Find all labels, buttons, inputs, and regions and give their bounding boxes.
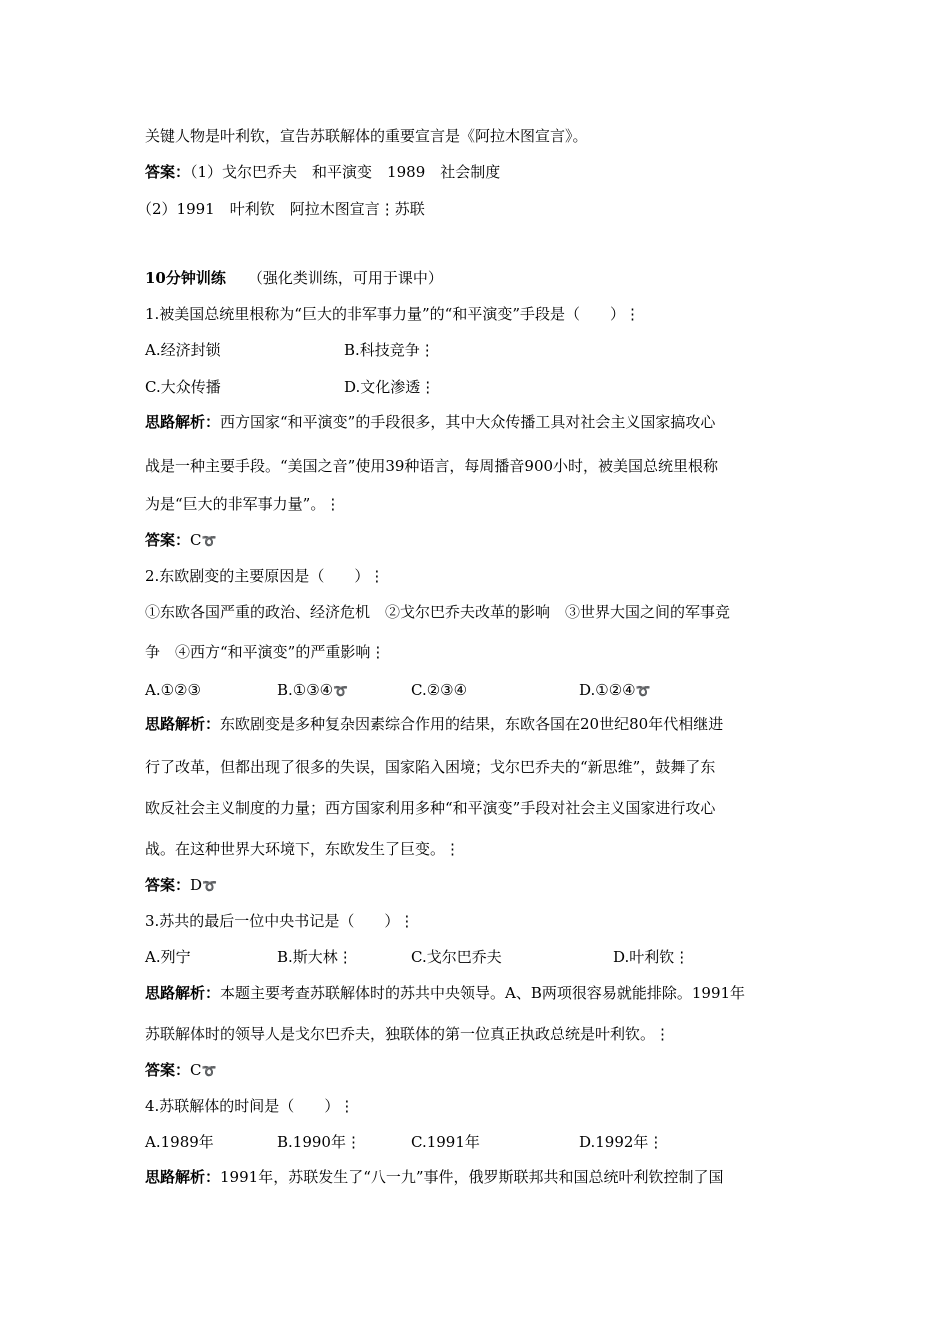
analysis-text: 本题主要考查苏联解体时的苏共中央领导。A、B两项很容易就能排除。1991年 — [220, 984, 746, 1002]
q4-option-d: D.1992年⋮ — [579, 1133, 664, 1151]
q2-analysis-line-3: 欧反社会主义制度的力量；西方国家利用多种“和平演变”手段对社会主义国家进行攻心 — [145, 799, 716, 817]
question-4-stem: 4.苏联解体的时间是（ ）⋮ — [145, 1097, 355, 1115]
section-heading — [145, 268, 443, 288]
answer-label: 答案： — [145, 163, 191, 181]
answer-value: C — [190, 531, 202, 549]
q3-analysis-line-1 — [145, 983, 745, 1003]
q2-items-line-1: ①东欧各国严重的政治、经济危机 ②戈尔巴乔夫改革的影响 ③世界大国之间的军事竞 — [145, 603, 731, 621]
q2-option-b: B.①③④➰ — [277, 681, 349, 699]
q2-option-c: C.②③④ — [411, 681, 468, 699]
q2-option-a: A.①②③ — [145, 681, 201, 699]
q3-answer — [145, 1060, 216, 1081]
q1-option-a: A.经济封锁 — [145, 341, 221, 359]
q2-option-d: D.①②④➰ — [579, 681, 651, 699]
q1-analysis-line-2: 战是一种主要手段。“美国之音”使用39种语言，每周播音900小时，被美国总统里根称 — [145, 457, 719, 475]
analysis-label: 思路解析： — [145, 715, 221, 733]
q3-option-d: D.叶利钦⋮ — [613, 948, 690, 966]
answer-label: 答案： — [145, 1061, 191, 1079]
q2-answer — [145, 875, 217, 896]
analysis-label: 思路解析： — [145, 413, 221, 431]
analysis-text: 西方国家“和平演变”的手段很多，其中大众传播工具对社会主义国家搞攻心 — [220, 413, 716, 431]
q3-option-b: B.斯大林⋮ — [277, 948, 353, 966]
scribble-mark-icon: ➰ — [333, 684, 349, 698]
analysis-text: 东欧剧变是多种复杂因素综合作用的结果，东欧各国在20世纪80年代相继进 — [220, 715, 724, 733]
q1-option-c: C.大众传播 — [145, 378, 221, 396]
intro-text: 关键人物是叶利钦，宣告苏联解体的重要宣言是《阿拉木图宣言》。 — [145, 127, 588, 145]
answer-value: D — [190, 876, 203, 894]
q2-analysis-line-2: 行了改革，但都出现了很多的失误，国家陷入困境；戈尔巴乔夫的“新思维”，鼓舞了东 — [145, 758, 716, 776]
answer-value: C — [190, 1061, 202, 1079]
q3-option-c: C.戈尔巴乔夫 — [411, 948, 502, 966]
question-2-stem: 2.东欧剧变的主要原因是（ ）⋮ — [145, 567, 385, 585]
q2-analysis-line-4: 战。在这种世界大环境下，东欧发生了巨变。⋮ — [145, 840, 461, 858]
analysis-text: 1991年，苏联发生了“八一九”事件，俄罗斯联邦共和国总统叶利钦控制了国 — [220, 1168, 724, 1186]
q1-analysis-line-1 — [145, 412, 715, 432]
scribble-mark-icon: ➰ — [201, 1064, 217, 1078]
q4-option-a: A.1989年 — [145, 1133, 214, 1151]
q2-analysis-line-1 — [145, 714, 723, 734]
q4-analysis-line-1 — [145, 1167, 724, 1187]
intro-answer-line-2: （2）1991 叶利钦 阿拉木图宣言⋮苏联 — [137, 200, 425, 218]
analysis-label: 思路解析： — [145, 984, 221, 1002]
scribble-mark-icon: ➰ — [202, 879, 217, 893]
q1-analysis-line-3: 为是“巨大的非军事力量”。⋮ — [145, 495, 341, 513]
section-subtitle: （强化类训练，可用于课中） — [247, 269, 443, 287]
question-3-stem: 3.苏共的最后一位中央书记是（ ）⋮ — [145, 912, 415, 930]
answer-label: 答案： — [145, 876, 191, 894]
q1-option-b: B.科技竞争⋮ — [344, 341, 435, 359]
intro-answer-line — [145, 162, 500, 182]
scribble-mark-icon: ➰ — [201, 534, 217, 548]
analysis-label: 思路解析： — [145, 1168, 221, 1186]
answer-label: 答案： — [145, 531, 191, 549]
q1-answer — [145, 530, 216, 551]
q4-option-c: C.1991年 — [411, 1133, 480, 1151]
answer-text: （1）戈尔巴乔夫 和平演变 1989 社会制度 — [190, 163, 501, 181]
q4-option-b: B.1990年⋮ — [277, 1133, 361, 1151]
q1-option-d: D.文化渗透⋮ — [344, 378, 436, 396]
scribble-mark-icon: ➰ — [635, 684, 651, 698]
section-title: 10分钟训练 — [145, 269, 226, 287]
q3-option-a: A.列宁 — [145, 948, 191, 966]
q2-items-line-2: 争 ④西方“和平演变”的严重影响⋮ — [145, 643, 386, 661]
question-1-stem: 1.被美国总统里根称为“巨大的非军事力量”的“和平演变”手段是（ ）⋮ — [145, 305, 640, 323]
q3-analysis-line-2: 苏联解体时的领导人是戈尔巴乔夫，独联体的第一位真正执政总统是叶利钦。⋮ — [145, 1025, 671, 1043]
